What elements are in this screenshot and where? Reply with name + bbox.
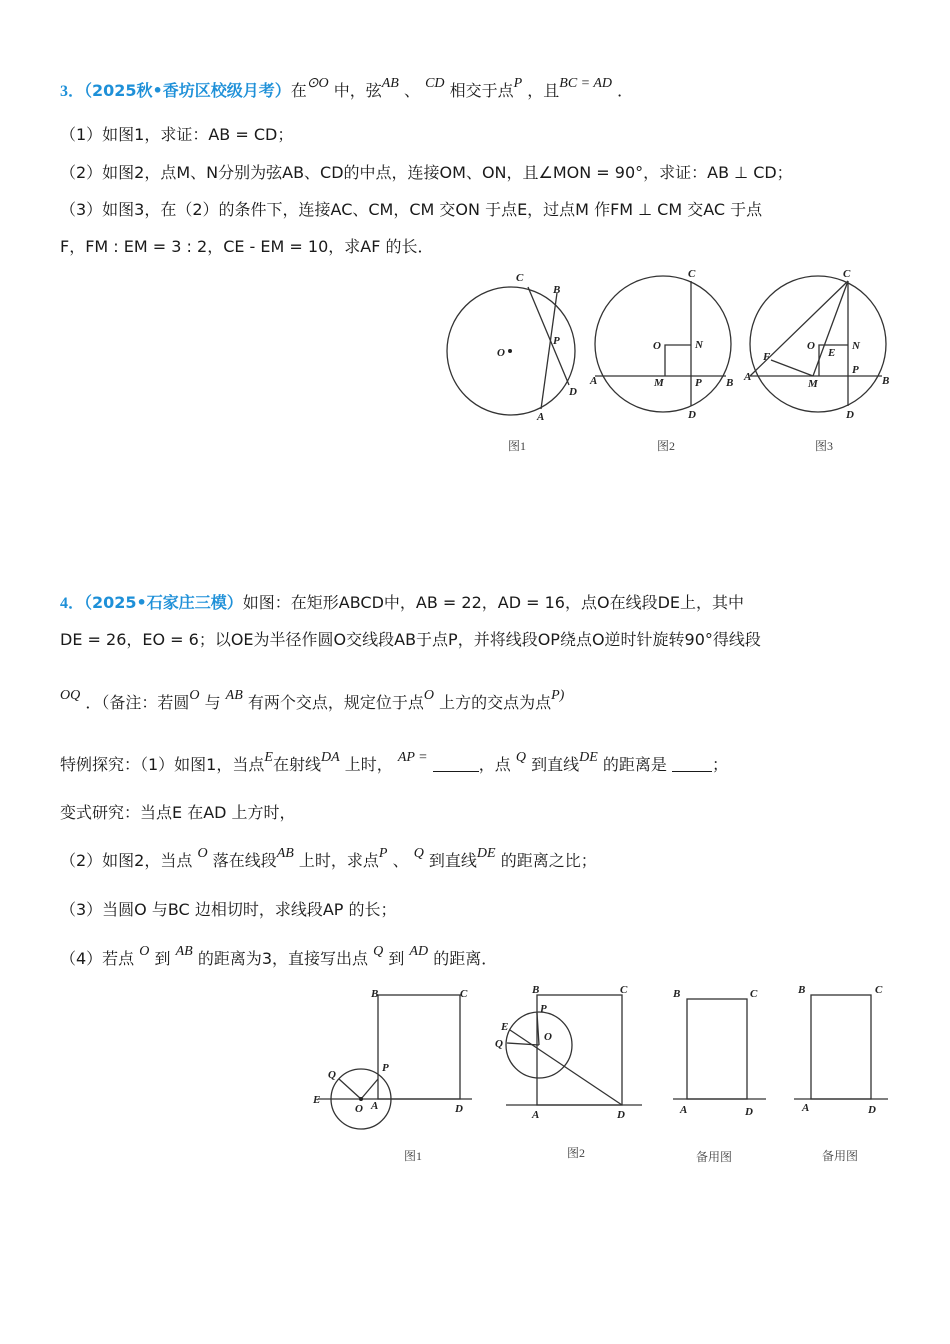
q4-text: （4）若点 bbox=[60, 949, 135, 968]
q4-var: P) bbox=[551, 688, 565, 703]
backup1-rectangle bbox=[687, 999, 747, 1099]
fig2-caption: 图2 bbox=[657, 439, 676, 453]
q4-text: 如图：在矩形ABCD中，AB = 22，AD = 16，点O在线段DE上，其中 bbox=[242, 593, 745, 612]
q4-var: O bbox=[423, 688, 435, 703]
q4-text: ．（备注：若圆 bbox=[85, 693, 190, 712]
fig3-label-d: D bbox=[846, 409, 854, 421]
q4-text: 到 bbox=[388, 949, 405, 968]
q4-text: 上时，求点 bbox=[298, 851, 379, 870]
q3-part1: （1）如图1，求证：AB = CD； bbox=[60, 125, 294, 144]
q4f1-label-q: Q bbox=[328, 1069, 336, 1081]
fig1-label-o: O bbox=[497, 347, 505, 359]
fig1-segment-op bbox=[361, 1079, 378, 1099]
q3-part3b: F，FM : EM = 3 : 2，CE - EM = 10，求AF 的长． bbox=[60, 237, 434, 256]
q4f2-label-p: P bbox=[540, 1003, 547, 1015]
q4-var: P bbox=[378, 846, 388, 861]
q4-text: 到直线 bbox=[531, 755, 580, 774]
q4-source: （2025•石家庄三模） bbox=[84, 593, 243, 612]
q4-text: ； bbox=[711, 755, 728, 774]
q4-text: 的距离． bbox=[433, 949, 498, 968]
q4-text: 到 bbox=[154, 949, 171, 968]
fig2-segment-de bbox=[510, 1030, 622, 1105]
q4-text: ，点 bbox=[478, 755, 511, 774]
fig3-label-f: F bbox=[763, 351, 771, 363]
q3-figure-2 bbox=[589, 268, 733, 453]
q4-line4 bbox=[60, 750, 728, 778]
q4-var: AB bbox=[225, 688, 243, 703]
q4f2-label-b: B bbox=[532, 984, 540, 996]
q3-text: ． bbox=[617, 81, 634, 100]
q3-figures bbox=[0, 260, 950, 460]
q3-figure-1 bbox=[447, 272, 577, 453]
answer-blank-2[interactable] bbox=[672, 755, 712, 772]
q4-var: O bbox=[139, 944, 150, 959]
q3-point-p: P bbox=[513, 76, 523, 91]
q3-arc-equation: BC = AD bbox=[559, 76, 613, 91]
q4-var: O bbox=[197, 846, 208, 861]
q4-text: 、 bbox=[392, 851, 409, 870]
q3-part2: （2）如图2，点M、N分别为弦AB、CD的中点，连接OM、ON，且∠MON = 90°，求证：AB ⊥ CD； bbox=[60, 163, 793, 182]
fig1-label-p: P bbox=[553, 335, 560, 347]
backup1-label-d: D bbox=[745, 1106, 753, 1118]
q3-number: 3． bbox=[60, 83, 85, 100]
fig3-label-n: N bbox=[852, 340, 860, 352]
backup2-caption: 备用图 bbox=[822, 1149, 859, 1163]
q4-text: 的距离是 bbox=[602, 755, 667, 774]
backup2-label-d: D bbox=[868, 1104, 876, 1116]
q4-line1 bbox=[60, 592, 744, 615]
q4-line2: DE = 26，EO = 6；以OE为半径作圆O交线段AB于点P，并将线段OP绕点O逆时针旋转90°得线段 bbox=[60, 630, 761, 649]
q4f1-label-a: A bbox=[371, 1100, 379, 1112]
q4-text: 的距离为3，直接写出点 bbox=[197, 949, 368, 968]
q4-var: Q bbox=[515, 750, 526, 765]
fig3-line-fm bbox=[771, 360, 813, 376]
q4-backup-figure-2 bbox=[794, 984, 888, 1163]
q4-number: 4． bbox=[60, 595, 85, 612]
q4-var: E bbox=[264, 750, 273, 765]
fig1-label-a: A bbox=[537, 411, 545, 423]
q4f2-label-e: E bbox=[501, 1021, 509, 1033]
q4-line6 bbox=[60, 846, 597, 874]
q3-stem bbox=[60, 76, 634, 104]
q4-text: 上方的交点为点 bbox=[439, 693, 552, 712]
fig2-label-n: N bbox=[695, 339, 703, 351]
fig2-label-d: D bbox=[688, 409, 696, 421]
q3-part3a: （3）如图3，在（2）的条件下，连接AC、CM，CM 交ON 于点E，过点M 作FM ⊥ CM 交AC 于点 bbox=[60, 200, 763, 219]
q3-figure-3 bbox=[743, 268, 889, 453]
q4-text: （2）如图2，当点 bbox=[60, 851, 193, 870]
q4-text: 特例探究：（1）如图1，当点 bbox=[60, 755, 265, 774]
q4-backup-figure-1 bbox=[672, 988, 766, 1164]
q4f2-label-d: D bbox=[617, 1109, 625, 1121]
backup2-label-a: A bbox=[802, 1102, 810, 1114]
q4-text: 落在线段 bbox=[212, 851, 277, 870]
fig2-label-o: O bbox=[653, 340, 661, 352]
q4-figures bbox=[0, 975, 950, 1175]
fig2-label-b: B bbox=[726, 377, 734, 389]
q4-text: 上时， bbox=[344, 755, 393, 774]
q4-text: 的距离之比； bbox=[500, 851, 597, 870]
fig3-label-b: B bbox=[882, 375, 890, 387]
q4-line8 bbox=[60, 944, 498, 972]
backup2-label-c: C bbox=[875, 984, 883, 996]
fig3-label-m: M bbox=[808, 378, 818, 390]
fig1-label-c: C bbox=[516, 272, 524, 284]
q4f1-label-b: B bbox=[371, 988, 379, 1000]
q4-var: DE bbox=[476, 846, 496, 861]
q4f2-label-o: O bbox=[544, 1031, 552, 1043]
q3-source: （2025秋•香坊区校级月考） bbox=[84, 81, 291, 100]
fig3-label-c: C bbox=[843, 268, 851, 280]
q3-circle-o: ⊙O bbox=[306, 76, 329, 91]
q4-oq: OQ bbox=[60, 688, 81, 703]
fig3-caption: 图3 bbox=[815, 439, 834, 453]
q3-chord-cd: CD bbox=[425, 76, 445, 91]
q4f1-label-d: D bbox=[455, 1103, 463, 1115]
q3-text: 、 bbox=[403, 81, 420, 100]
fig2-rectangle bbox=[537, 995, 622, 1105]
fig1-center-o bbox=[359, 1097, 363, 1101]
q4-ap: AP = bbox=[397, 750, 428, 765]
q4f2-label-c: C bbox=[620, 984, 628, 996]
q4-var: Q bbox=[413, 846, 424, 861]
fig2-segment-oq bbox=[507, 1043, 539, 1045]
fig1-label-d: D bbox=[569, 386, 577, 398]
backup1-caption: 备用图 bbox=[696, 1150, 733, 1164]
fig3-label-e: E bbox=[828, 347, 836, 359]
fig1-segment-oq bbox=[339, 1079, 361, 1099]
q4-figure-1 bbox=[312, 988, 472, 1163]
q4f1-label-e: E bbox=[313, 1094, 321, 1106]
q4-var: O bbox=[189, 688, 200, 703]
fig1-chord-cd bbox=[528, 287, 569, 385]
q4-line7: （3）当圆O 与BC 边相切时，求线段AP 的长； bbox=[60, 900, 397, 919]
q3-text: 在 bbox=[290, 81, 307, 100]
fig2-label-a: A bbox=[590, 375, 598, 387]
fig2-label-p: P bbox=[695, 377, 702, 389]
fig2-label-m: M bbox=[654, 377, 664, 389]
q4-var: AB bbox=[276, 846, 294, 861]
q4-text: 在射线 bbox=[272, 755, 321, 774]
q4-var: AD bbox=[409, 944, 429, 959]
q4-text: 到直线 bbox=[428, 851, 477, 870]
backup1-label-a: A bbox=[680, 1104, 688, 1116]
q4f1-label-c: C bbox=[460, 988, 468, 1000]
fig1-caption: 图1 bbox=[508, 439, 527, 453]
q4f1-label-p: P bbox=[382, 1062, 389, 1074]
fig1-rectangle bbox=[378, 995, 460, 1099]
fig3-label-a: A bbox=[744, 371, 752, 383]
q3-text: ，且 bbox=[527, 81, 560, 100]
q4-var: DE bbox=[579, 750, 598, 765]
fig3-label-p: P bbox=[852, 364, 859, 376]
q3-text: 中，弦 bbox=[333, 81, 382, 100]
q4-var: DA bbox=[320, 750, 340, 765]
q4f2-label-a: A bbox=[532, 1109, 540, 1121]
backup2-rectangle bbox=[811, 995, 871, 1099]
q4-fig2-caption: 图2 bbox=[567, 1146, 586, 1160]
q3-text: 相交于点 bbox=[449, 81, 514, 100]
fig3-circle bbox=[750, 276, 886, 412]
q4-text: 与 bbox=[204, 693, 221, 712]
q4-text: 有两个交点，规定位于点 bbox=[247, 693, 424, 712]
q4f1-label-o: O bbox=[355, 1103, 363, 1115]
fig2-circle bbox=[595, 276, 734, 412]
fig3-line-cm bbox=[813, 281, 848, 376]
answer-blank-1[interactable] bbox=[433, 755, 479, 772]
q4-var: AB bbox=[175, 944, 193, 959]
fig1-center-dot bbox=[508, 349, 512, 353]
backup1-label-b: B bbox=[673, 988, 681, 1000]
backup1-label-c: C bbox=[750, 988, 758, 1000]
backup2-label-b: B bbox=[798, 984, 806, 996]
q4f2-label-q: Q bbox=[495, 1038, 503, 1050]
q4-var: Q bbox=[373, 944, 384, 959]
q4-line5: 变式研究：当点E 在AD 上方时， bbox=[60, 803, 296, 822]
q3-chord-ab: AB bbox=[381, 76, 399, 91]
fig2-label-c: C bbox=[688, 268, 696, 280]
fig1-label-b: B bbox=[553, 284, 561, 296]
fig2-om-on bbox=[665, 345, 691, 376]
q4-fig1-caption: 图1 bbox=[404, 1149, 423, 1163]
q4-line3 bbox=[60, 688, 565, 716]
q4-figure-2 bbox=[495, 984, 642, 1160]
fig3-label-o: O bbox=[807, 340, 815, 352]
